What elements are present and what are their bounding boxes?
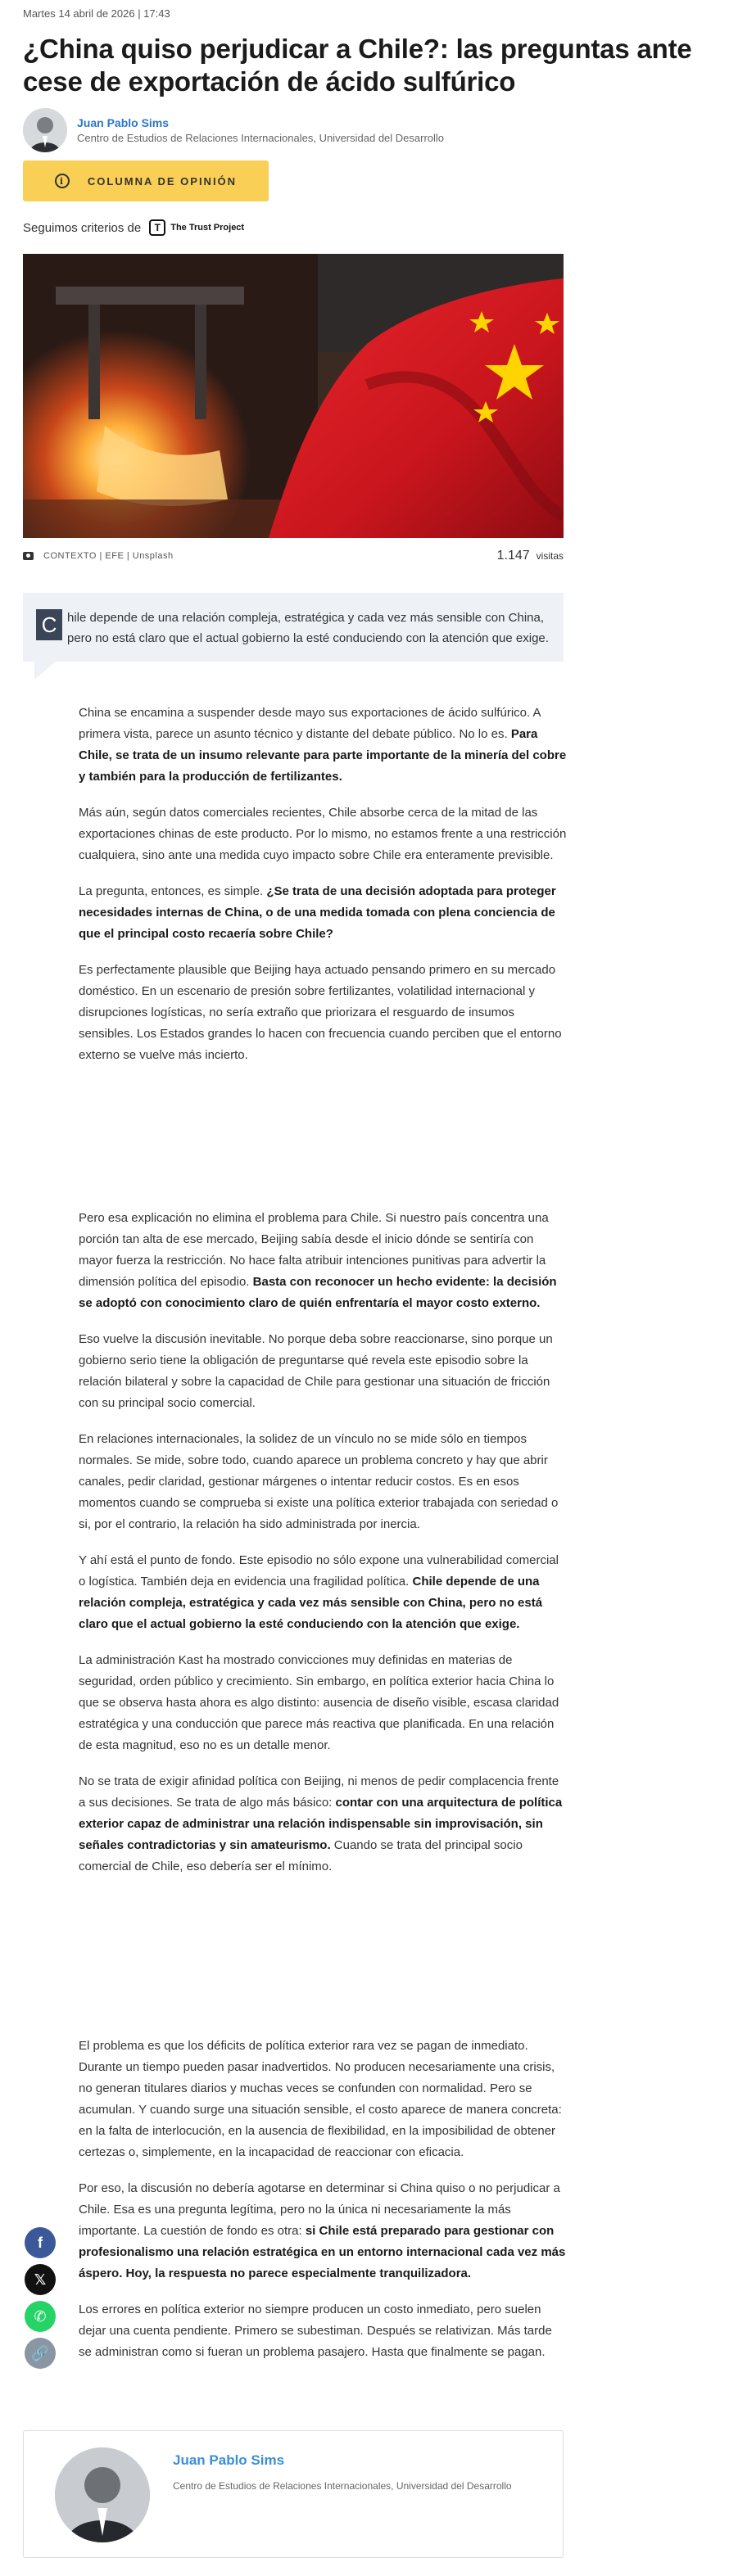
paragraph-text: La administración Kast ha mostrado convicciones muy definidas en materias de seguridad, orden público y crecimiento. Sin embargo, en política exterior hacia China lo que se observa hasta ahora es algo distinto: ausencia de diseño visible, escasa claridad estratégica y una conducción que parece más reactiva que planificada. En una relación de esta magnitud, eso no es un detalle menor.: [79, 1653, 559, 1752]
article-paragraph: [79, 703, 567, 788]
author-name-link[interactable]: Juan Pablo Sims: [77, 116, 170, 129]
whatsapp-share-icon[interactable]: ✆: [25, 2301, 56, 2332]
article-title: ¿China quiso perjudicar a Chile?: las preguntas ante cese de exportación de ácido sulfúrico: [23, 34, 692, 97]
copy-link-share-icon[interactable]: 🔗: [25, 2338, 56, 2369]
paragraph-text: China se encamina a suspender desde mayo sus exportaciones de ácido sulfúrico. A primera vista, parece un asunto técnico y distante del debate público. No lo es.: [79, 706, 541, 741]
paragraph-emphasis: ¿Se trata de una decisión adoptada para proteger necesidades internas de China, o de una medida tomada con plena conciencia de que el principal costo recaería sobre Chile?: [79, 884, 556, 941]
trust-label: Seguimos criterios de: [23, 220, 142, 235]
article-paragraph: [79, 1329, 567, 1414]
hero-caption: CONTEXTO | EFE | Unsplash: [43, 551, 174, 561]
article-body-part-3: [79, 2036, 567, 2378]
trust-project-logo[interactable]: [149, 219, 244, 236]
camera-icon: [23, 552, 34, 560]
trust-project-text: The Trust Project: [170, 223, 245, 233]
article-summary: [23, 593, 564, 662]
paragraph-text: El problema es que los déficits de política exterior rara vez se pagan de inmediato. Durante un tiempo pueden pasar inadvertidos. No producen necesariamente una crisis, no generan titulares diarios y muchas veces se confunden con normalidad. Pero se acumulan. Y cuando surge una situación sensible, el costo aparece de manera concreta: en la falta de interlocución, en la ausencia de flexibilidad, en la imposibilidad de obtener certezas o, simplemente, en la incapacidad de reaccionar con eficacia.: [79, 2039, 562, 2159]
author-organization: Centro de Estudios de Relaciones Internacionales, Universidad del Desarrollo: [77, 132, 445, 144]
article-paragraph: [79, 1550, 567, 1635]
article-paragraph: [79, 2036, 567, 2163]
opinion-column-label: COLUMNA DE OPINIÓN: [87, 174, 238, 188]
paragraph-emphasis: contar con una arquitectura de política exterior capaz de administrar una relación indispensable sin improvisación, sin señales contradictorias y sin amateurismo.: [79, 1796, 563, 1852]
author-card: [23, 2430, 564, 2558]
author-card-organization: Centro de Estudios de Relaciones Internacionales, Universidad del Desarrollo: [173, 2480, 512, 2492]
article-paragraph: [79, 2178, 567, 2285]
article-paragraph: [79, 960, 567, 1066]
visits-count: 1.147: [496, 549, 530, 563]
article-date: Martes 14 abril de 2026 | 17:43: [23, 7, 170, 20]
author-avatar[interactable]: [23, 108, 67, 152]
paragraph-text: Eso vuelve la discusión inevitable. No porque deba sobre reaccionarse, sino porque un gobierno serio tiene la obligación de preguntarse qué revela este episodio sobre la relación bilateral y sobre la capacidad de Chile para gestionar una situación de fricción con su principal socio comercial.: [79, 1332, 553, 1410]
hero-image: [23, 254, 564, 538]
paragraph-text: Más aún, según datos comerciales recientes, Chile absorbe cerca de la mitad de las exportaciones chinas de este producto. Por lo mismo, no estamos frente a una restricción cualquiera, sino ante una medida cuyo impacto sobre Chile era enteramente previsible.: [79, 806, 567, 862]
paragraph-emphasis: Basta con reconocer un hecho evidente: la decisión se adoptó con conocimiento claro de quién enfrentaría el mayor costo externo.: [79, 1275, 557, 1310]
summary-text: hile depende de una relación compleja, estratégica y cada vez más sensible con China, pero no está claro que el actual gobierno la esté conduciendo con la atención que exige.: [67, 611, 549, 645]
paragraph-text: La pregunta, entonces, es simple.: [79, 884, 267, 898]
paragraph-text: En relaciones internacionales, la solidez de un vínculo no se mide sólo en tiempos normales. Se mide, sobre todo, cuando aparece un problema concreto y hay que abrir canales, pedir claridad, gestionar márgenes o intentar reducir costos. Es en esos momentos cuando se comprueba si existe una política exterior trabajada con seriedad o si, por el contrario, la relación ha sido administrada por inercia.: [79, 1432, 559, 1531]
article-body-part-2: [79, 1208, 567, 1892]
paragraph-emphasis: si Chile está preparado para gestionar con profesionalismo una relación estratégica en un entorno internacional cada vez más áspero. Hoy, la respuesta no parece especialmente tranquilizadora.: [79, 2224, 566, 2280]
paragraph-text: Cuando se trata del principal socio comercial de Chile, eso debería ser el mínimo.: [79, 1838, 523, 1873]
hero-caption-row: [23, 549, 564, 563]
article-paragraph: [79, 1650, 567, 1756]
paragraph-text: Y ahí está el punto de fondo. Este episodio no sólo expone una vulnerabilidad comercial o logística. También deja en evidencia una fragilidad política.: [79, 1553, 559, 1589]
paragraph-text: Por eso, la discusión no debería agotarse en determinar si China quiso o no perjudicar a Chile. Esa es una pregunta legítima, pero no la única ni necesariamente la más importante. La cuestión de fondo es otra:: [79, 2181, 560, 2238]
article-paragraph: [79, 1208, 567, 1314]
article-paragraph: [79, 881, 567, 945]
author-byline: [23, 106, 444, 154]
paragraph-text: Pero esa explicación no elimina el problema para Chile. Si nuestro país concentra una porción tan alta de ese mercado, Beijing sabía desde el inicio dónde se sentiría con mayor fuerza la restricción. No hace falta atribuir intenciones punitivas para advertir la dimensión política del episodio.: [79, 1211, 549, 1289]
paragraph-emphasis: Chile depende de una relación compleja, estratégica y cada vez más sensible con China, pero no está claro que el actual gobierno la esté conduciendo con la atención que exige.: [79, 1575, 543, 1631]
paragraph-emphasis: Para Chile, se trata de un insumo relevante para parte importante de la minería del cobre y también para la producción de fertilizantes.: [79, 727, 567, 784]
paragraph-text: Los errores en política exterior no siempre producen un costo inmediato, pero suelen dejar una cuenta pendiente. Primero se subestiman. Después se relativizan. Más tarde se administran como si fueran un problema pasajero. Hasta que finalmente se pagan.: [79, 2303, 552, 2359]
facebook-share-icon[interactable]: f: [25, 2227, 56, 2258]
article-paragraph: [79, 1429, 567, 1535]
article-paragraph: [79, 802, 567, 866]
info-icon: i: [55, 174, 70, 188]
visits-label: visitas: [536, 550, 564, 562]
paragraph-text: Es perfectamente plausible que Beijing haya actuado pensando primero en su mercado doméstico. En un escenario de presión sobre fertilizantes, volatilidad internacional y disrupciones logísticas, no sería extraño que priorizara el resguardo de insumos sensibles. Los Estados grandes lo hacen con frecuencia cuando perciben que el entorno externo se vuelve más incierto.: [79, 963, 562, 1062]
author-card-name[interactable]: Juan Pablo Sims: [173, 2452, 285, 2468]
article-paragraph: [79, 1771, 567, 1878]
dropcap: C: [36, 609, 62, 640]
opinion-column-button[interactable]: [23, 160, 269, 201]
article-paragraph: [79, 2299, 567, 2363]
trust-project-row: [23, 219, 244, 236]
article-body-part-1: [79, 703, 567, 1081]
paragraph-text: No se trata de exigir afinidad política con Beijing, ni menos de pedir complacencia frente a sus decisiones. Se trata de algo más básico:: [79, 1774, 559, 1810]
author-card-avatar[interactable]: [55, 2447, 150, 2542]
visits-counter: [497, 549, 564, 563]
x-share-icon[interactable]: 𝕏: [25, 2264, 56, 2295]
trust-project-icon: T: [149, 219, 165, 236]
